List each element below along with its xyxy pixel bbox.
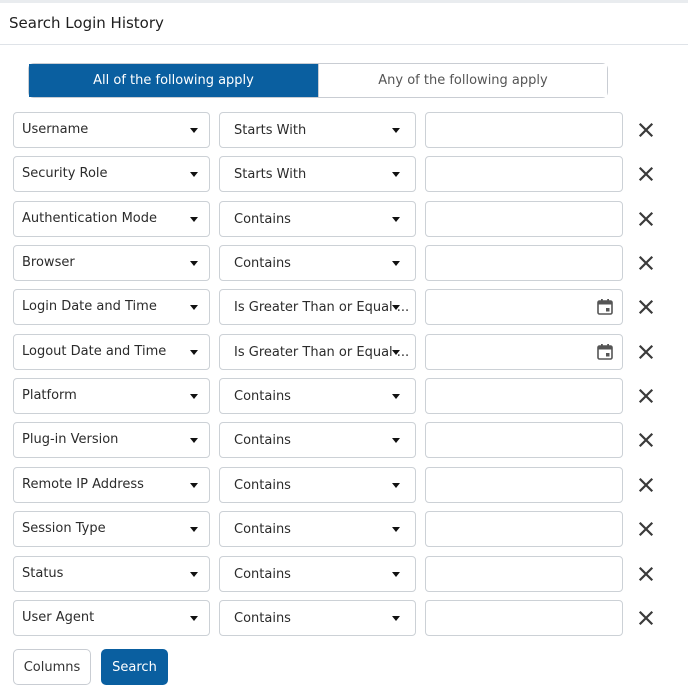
caret-down-icon: [392, 172, 400, 177]
caret-down-icon: [190, 527, 198, 532]
operator-select-value: Contains: [234, 389, 291, 404]
value-input[interactable]: [425, 201, 623, 237]
remove-criteria-button[interactable]: [637, 210, 655, 228]
match-mode-toggle: [28, 63, 608, 98]
operator-select[interactable]: [219, 467, 416, 503]
operator-select-value: Contains: [234, 522, 291, 537]
calendar-icon[interactable]: [596, 343, 614, 361]
field-select-value: User Agent: [22, 610, 95, 625]
caret-down-icon: [392, 128, 400, 133]
value-input[interactable]: [425, 467, 623, 503]
operator-select[interactable]: [219, 556, 416, 592]
value-input[interactable]: [425, 600, 623, 636]
page-title: Search Login History: [9, 14, 164, 32]
operator-select-value: Is Greater Than or Equal ...: [234, 300, 410, 315]
criteria-row: [0, 245, 688, 281]
caret-down-icon: [392, 483, 400, 488]
field-select-value: Browser: [22, 255, 75, 270]
caret-down-icon: [190, 128, 198, 133]
caret-down-icon: [190, 616, 198, 621]
operator-select[interactable]: [219, 378, 416, 414]
value-input[interactable]: [425, 511, 623, 547]
caret-down-icon: [190, 572, 198, 577]
criteria-row: [0, 112, 688, 148]
operator-select[interactable]: [219, 201, 416, 237]
value-input[interactable]: [425, 112, 623, 148]
value-input[interactable]: [425, 245, 623, 281]
remove-criteria-button[interactable]: [637, 520, 655, 538]
operator-select-value: Contains: [234, 256, 291, 271]
field-select[interactable]: [13, 511, 210, 547]
columns-button[interactable]: Columns: [13, 649, 91, 685]
match-all-option[interactable]: All of the following apply: [29, 64, 318, 97]
caret-down-icon: [392, 438, 400, 443]
criteria-row: [0, 334, 688, 370]
remove-criteria-button[interactable]: [637, 165, 655, 183]
caret-down-icon: [392, 527, 400, 532]
value-input[interactable]: [425, 334, 623, 370]
remove-criteria-button[interactable]: [637, 609, 655, 627]
caret-down-icon: [392, 394, 400, 399]
remove-criteria-button[interactable]: [637, 254, 655, 272]
operator-select-value: Contains: [234, 433, 291, 448]
operator-select[interactable]: [219, 511, 416, 547]
caret-down-icon: [190, 350, 198, 355]
operator-select-value: Contains: [234, 567, 291, 582]
page-header: [0, 3, 688, 45]
field-select-value: Security Role: [22, 166, 108, 181]
caret-down-icon: [190, 261, 198, 266]
field-select-value: Logout Date and Time: [22, 344, 167, 359]
caret-down-icon: [190, 305, 198, 310]
field-select[interactable]: [13, 556, 210, 592]
operator-select[interactable]: [219, 245, 416, 281]
operator-select-value: Contains: [234, 478, 291, 493]
field-select-value: Status: [22, 566, 64, 581]
criteria-row: [0, 201, 688, 237]
operator-select[interactable]: [219, 289, 416, 325]
field-select[interactable]: [13, 289, 210, 325]
operator-select[interactable]: [219, 156, 416, 192]
field-select-value: Remote IP Address: [22, 477, 144, 492]
field-select[interactable]: [13, 112, 210, 148]
operator-select[interactable]: [219, 422, 416, 458]
criteria-row: [0, 289, 688, 325]
field-select[interactable]: [13, 245, 210, 281]
operator-select[interactable]: [219, 112, 416, 148]
match-any-option[interactable]: Any of the following apply: [318, 64, 607, 97]
caret-down-icon: [392, 616, 400, 621]
operator-select-value: Starts With: [234, 123, 307, 138]
caret-down-icon: [392, 305, 400, 310]
value-input[interactable]: [425, 378, 623, 414]
criteria-row: [0, 422, 688, 458]
caret-down-icon: [392, 350, 400, 355]
operator-select-value: Contains: [234, 212, 291, 227]
criteria-row: [0, 511, 688, 547]
operator-select[interactable]: [219, 600, 416, 636]
value-input[interactable]: [425, 289, 623, 325]
remove-criteria-button[interactable]: [637, 431, 655, 449]
value-input[interactable]: [425, 156, 623, 192]
field-select[interactable]: [13, 422, 210, 458]
value-input[interactable]: [425, 556, 623, 592]
field-select[interactable]: [13, 600, 210, 636]
field-select[interactable]: [13, 156, 210, 192]
field-select-value: Session Type: [22, 521, 106, 536]
caret-down-icon: [190, 217, 198, 222]
remove-criteria-button[interactable]: [637, 387, 655, 405]
remove-criteria-button[interactable]: [637, 121, 655, 139]
criteria-row: [0, 556, 688, 592]
field-select-value: Platform: [22, 388, 77, 403]
calendar-icon[interactable]: [596, 298, 614, 316]
field-select-value: Login Date and Time: [22, 299, 157, 314]
operator-select-value: Contains: [234, 611, 291, 626]
caret-down-icon: [190, 394, 198, 399]
remove-criteria-button[interactable]: [637, 565, 655, 583]
criteria-row: [0, 467, 688, 503]
caret-down-icon: [392, 217, 400, 222]
operator-select[interactable]: [219, 334, 416, 370]
operator-select-value: Starts With: [234, 167, 307, 182]
caret-down-icon: [190, 172, 198, 177]
caret-down-icon: [190, 483, 198, 488]
caret-down-icon: [190, 438, 198, 443]
caret-down-icon: [392, 261, 400, 266]
caret-down-icon: [392, 572, 400, 577]
criteria-row: [0, 156, 688, 192]
operator-select-value: Is Greater Than or Equal ...: [234, 345, 410, 360]
field-select[interactable]: [13, 467, 210, 503]
criteria-row: [0, 378, 688, 414]
field-select[interactable]: [13, 334, 210, 370]
criteria-row: [0, 600, 688, 636]
remove-criteria-button[interactable]: [637, 343, 655, 361]
field-select-value: Username: [22, 122, 89, 137]
remove-criteria-button[interactable]: [637, 298, 655, 316]
value-input[interactable]: [425, 422, 623, 458]
field-select[interactable]: [13, 378, 210, 414]
field-select-value: Plug-in Version: [22, 432, 119, 447]
field-select[interactable]: [13, 201, 210, 237]
search-button[interactable]: Search: [101, 649, 168, 685]
field-select-value: Authentication Mode: [22, 211, 157, 226]
remove-criteria-button[interactable]: [637, 476, 655, 494]
